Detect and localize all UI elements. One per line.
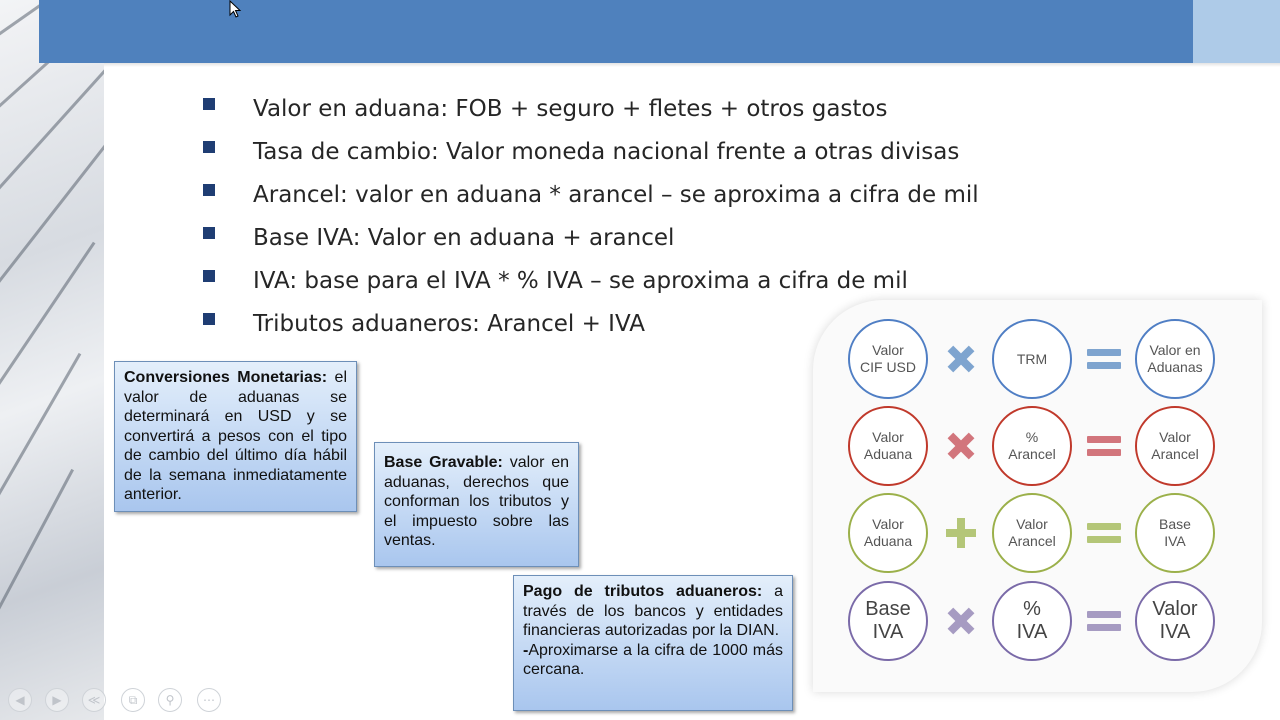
slide-header-bar (39, 0, 1193, 63)
slide-sorter-button[interactable]: ⧉ (121, 688, 145, 712)
presentation-controls (0, 686, 230, 716)
back-button[interactable]: ≪ (82, 688, 106, 712)
bullet-square-icon (203, 98, 215, 110)
bullet-item (200, 260, 979, 303)
next-slide-button[interactable]: ▶ (45, 688, 69, 712)
bullet-text: Tasa de cambio: Valor moneda nacional frente a otras divisas (253, 139, 960, 165)
more-options-button[interactable]: ⋯ (197, 688, 221, 712)
formula-circle: Base IVA (848, 581, 928, 661)
formula-circle: Valor IVA (1135, 581, 1215, 661)
bullet-square-icon (203, 227, 215, 239)
callout-text: el valor de aduanas se determinará en USD y se convertirá a pesos con el tipo de cambio del último día hábil de la semana inmediatamente anterior. (124, 369, 347, 503)
times-icon (944, 342, 978, 376)
formula-circle: TRM (992, 319, 1072, 399)
formula-circle: Valor Arancel (1135, 406, 1215, 486)
callout-text: a través de los bancos y entidades financieras autorizadas por la DIAN. (523, 583, 783, 639)
times-icon (944, 429, 978, 463)
bullet-text: IVA: base para el IVA * % IVA – se aproxima a cifra de mil (253, 268, 908, 294)
pago-tributos-callout (513, 575, 793, 711)
callout-title: Conversiones Monetarias: (124, 369, 328, 386)
mouse-cursor-icon (229, 0, 243, 20)
equals-icon (1087, 604, 1121, 638)
equals-icon (1087, 516, 1121, 550)
equals-icon (1087, 429, 1121, 463)
formula-circle: Base IVA (1135, 493, 1215, 573)
formula-circle: % Arancel (992, 406, 1072, 486)
formula-circle: % IVA (992, 581, 1072, 661)
times-icon (944, 604, 978, 638)
bullet-item (200, 217, 979, 260)
equals-icon (1087, 342, 1121, 376)
previous-slide-button[interactable]: ◀ (8, 688, 32, 712)
bullet-square-icon (203, 270, 215, 282)
bullet-square-icon (203, 184, 215, 196)
callout-title: Base Gravable: (384, 454, 503, 471)
formula-circle: Valor Aduana (848, 493, 928, 573)
callout-note: Aproximarse a la cifra de 1000 más cercana. (523, 641, 783, 678)
bullet-item (200, 174, 979, 217)
formula-circle: Valor Aduana (848, 406, 928, 486)
bullet-square-icon (203, 313, 215, 325)
formula-circle: Valor en Aduanas (1135, 319, 1215, 399)
bullet-item (200, 88, 979, 131)
bullet-square-icon (203, 141, 215, 153)
callout-text: valor en aduanas, derechos que conforman los tributos y el impuesto sobre las ventas. (384, 454, 570, 549)
background-architecture-image (0, 0, 104, 720)
bullet-text: Base IVA: Valor en aduana + arancel (253, 225, 675, 251)
bullet-text: Arancel: valor en aduana * arancel – se aproxima a cifra de mil (253, 182, 979, 208)
bullet-text: Valor en aduana: FOB + seguro + fletes + otros gastos (253, 96, 888, 122)
bullet-text: Tributos aduaneros: Arancel + IVA (253, 311, 645, 337)
conversiones-callout (114, 361, 357, 512)
callout-note-dash: - (523, 641, 529, 659)
header-shadow (104, 63, 1280, 67)
plus-icon (944, 516, 978, 550)
zoom-button[interactable]: ⚲ (158, 688, 182, 712)
callout-title: Pago de tributos aduaneros: (523, 583, 763, 600)
formula-circle: Valor Arancel (992, 493, 1072, 573)
formula-circle: Valor CIF USD (848, 319, 928, 399)
header-accent-strip (1193, 0, 1280, 63)
bullet-item (200, 131, 979, 174)
base-gravable-callout (374, 442, 579, 567)
formula-diagram (813, 300, 1262, 692)
